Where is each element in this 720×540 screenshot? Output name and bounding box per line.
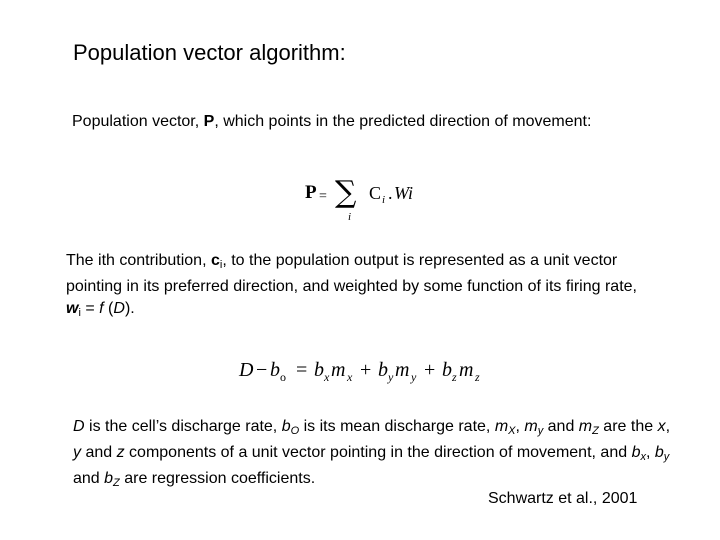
def-text-4: are the bbox=[598, 418, 658, 435]
regression-equation bbox=[236, 354, 501, 388]
contribution-text-2: , to the population output is represented as a unit vector pointing in its preferred direction, and weighted by some function of its firing rate, bbox=[66, 252, 637, 295]
eq1-c-sub: i bbox=[382, 194, 386, 206]
def-by: b bbox=[654, 444, 664, 461]
eq1-c: C bbox=[369, 183, 382, 203]
def-text-2: is its mean discharge rate, bbox=[299, 418, 495, 435]
intro-prefix: Population vector, bbox=[72, 113, 204, 130]
eq2-bz-sub: z bbox=[452, 370, 457, 384]
def-and: and bbox=[81, 444, 117, 461]
def-text-5: components of a unit vector pointing in the direction of movement, and bbox=[124, 444, 632, 461]
slide-title: Population vector algorithm: bbox=[73, 40, 346, 65]
eq2-plus-2: + bbox=[424, 359, 436, 381]
eq2-bz: b bbox=[442, 359, 452, 381]
eq2-my-sub: y bbox=[411, 370, 417, 384]
def-my-sub: y bbox=[537, 425, 544, 437]
def-text-3: and bbox=[543, 418, 579, 435]
def-sep-2: , bbox=[645, 444, 655, 461]
contribution-text-4: ( bbox=[103, 300, 114, 317]
d-symbol: D bbox=[113, 300, 125, 317]
def-bz: b bbox=[104, 470, 114, 487]
population-vector-equation bbox=[300, 172, 425, 224]
def-comma: , bbox=[665, 418, 671, 435]
eq2-bx-sub: x bbox=[324, 370, 330, 384]
c-symbol: c bbox=[210, 252, 220, 269]
w-subscript: i bbox=[78, 307, 81, 319]
contribution-paragraph bbox=[66, 250, 656, 324]
eq2-bx: b bbox=[314, 359, 324, 381]
def-text-1: is the cell’s discharge rate, bbox=[84, 418, 282, 435]
sum-symbol: ∑ bbox=[335, 175, 357, 210]
def-y: y bbox=[73, 444, 81, 461]
eq2-plus-1: + bbox=[360, 359, 372, 381]
def-bx-sub: x bbox=[640, 451, 646, 463]
eq2-by: b bbox=[378, 359, 388, 381]
def-b: b bbox=[281, 418, 291, 435]
def-text-7: are regression coefficients. bbox=[119, 470, 316, 487]
w-symbol: w bbox=[66, 300, 79, 317]
def-b-sub: O bbox=[290, 425, 300, 437]
def-mx: m bbox=[494, 418, 509, 435]
eq1-lhs: P bbox=[305, 182, 317, 203]
intro-suffix: , which points in the predicted direction of movement: bbox=[214, 113, 592, 130]
def-d: D bbox=[73, 418, 85, 435]
def-by-sub: y bbox=[663, 451, 670, 463]
contribution-text-1: The ith contribution, bbox=[66, 252, 211, 269]
citation: Schwartz et al., 2001 bbox=[488, 490, 638, 507]
eq2-o: o bbox=[280, 370, 286, 384]
eq2-by-sub: y bbox=[388, 370, 394, 384]
def-mz: m bbox=[578, 418, 593, 435]
def-my: m bbox=[524, 418, 538, 435]
eq2-mx: m bbox=[331, 359, 346, 381]
sum-index: i bbox=[348, 211, 352, 223]
def-x: x bbox=[657, 418, 666, 435]
def-z: z bbox=[116, 444, 125, 461]
def-mx-sub: X bbox=[508, 425, 516, 437]
eq2-minus: − bbox=[256, 359, 268, 381]
p-symbol: P bbox=[203, 113, 215, 130]
contribution-text-3: = bbox=[80, 300, 100, 317]
eq1-dot: . bbox=[388, 183, 393, 203]
eq1-equals: = bbox=[319, 189, 327, 204]
contribution-text-5: ). bbox=[124, 300, 135, 317]
eq2-b: b bbox=[270, 359, 280, 381]
eq1-w: Wi bbox=[394, 183, 414, 203]
def-bx: b bbox=[631, 444, 641, 461]
intro-text bbox=[72, 113, 591, 131]
eq2-d: D bbox=[239, 359, 254, 381]
eq2-mz-sub: z bbox=[475, 370, 480, 384]
def-sep-1: , bbox=[515, 418, 525, 435]
eq2-mz: m bbox=[459, 359, 474, 381]
def-mz-sub: Z bbox=[592, 425, 599, 437]
definitions-paragraph bbox=[73, 416, 673, 494]
f-symbol: f bbox=[99, 300, 104, 317]
eq2-equals: = bbox=[296, 359, 308, 381]
eq2-my: m bbox=[395, 359, 410, 381]
def-bz-sub: Z bbox=[113, 477, 120, 489]
def-text-6: and bbox=[73, 470, 105, 487]
c-subscript: i bbox=[219, 259, 223, 271]
eq2-mx-sub: x bbox=[347, 370, 353, 384]
